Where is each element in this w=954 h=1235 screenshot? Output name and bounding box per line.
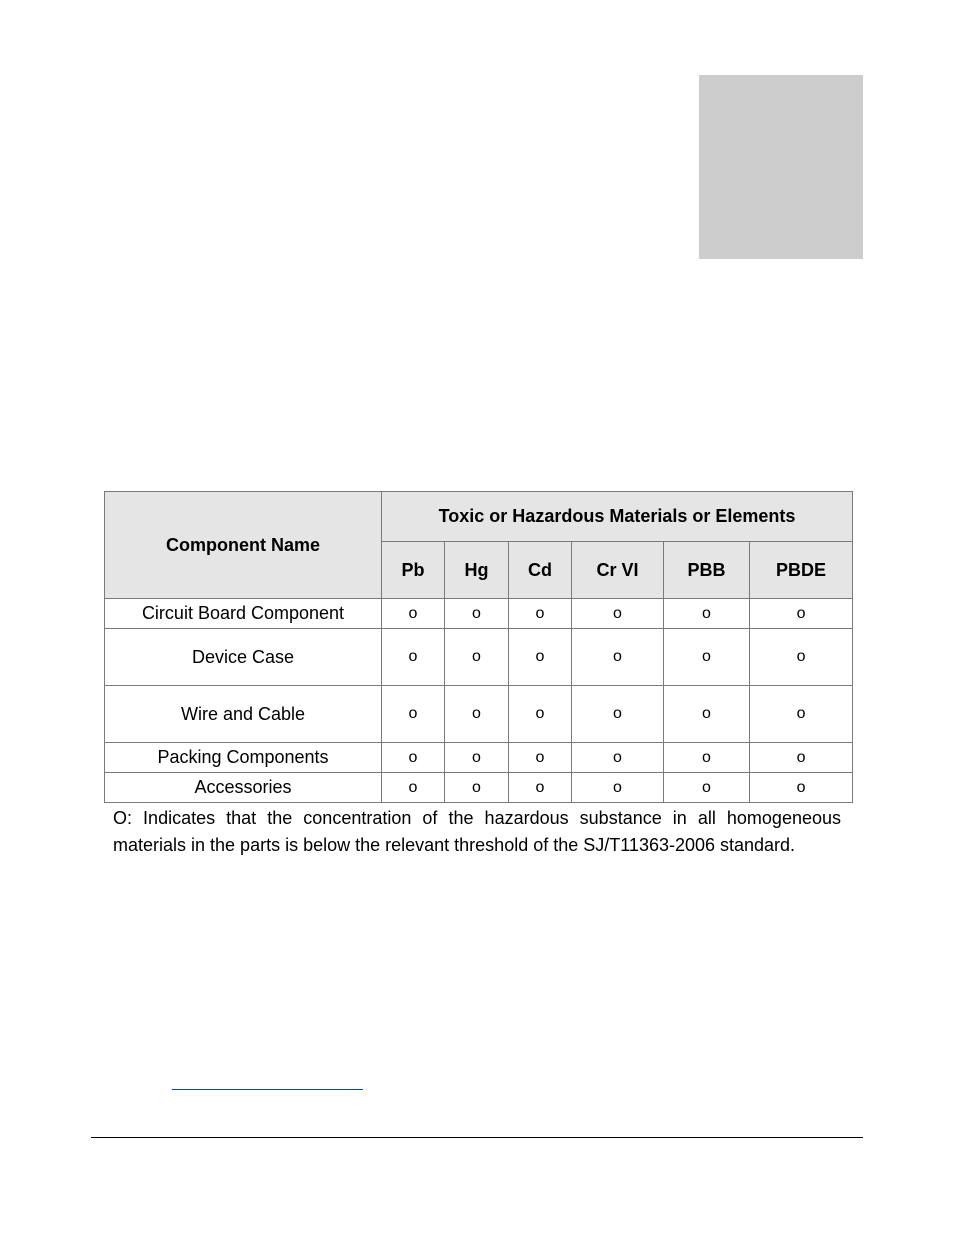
mark-cell: o bbox=[445, 686, 509, 743]
mark-cell: o bbox=[445, 743, 509, 773]
mark-cell: o bbox=[750, 773, 853, 803]
table-row bbox=[105, 686, 853, 743]
mark-cell: o bbox=[445, 629, 509, 686]
mark-cell: o bbox=[572, 773, 664, 803]
mark-cell: o bbox=[750, 599, 853, 629]
component-name-cell: Accessories bbox=[105, 773, 382, 803]
element-header-crvi: Cr VI bbox=[572, 542, 664, 599]
table-row bbox=[105, 773, 853, 803]
element-header-pbde: PBDE bbox=[750, 542, 853, 599]
mark-cell: o bbox=[664, 629, 750, 686]
materials-group-header: Toxic or Hazardous Materials or Elements bbox=[382, 492, 853, 542]
component-name-header: Component Name bbox=[105, 492, 382, 599]
mark-cell: o bbox=[664, 773, 750, 803]
mark-cell: o bbox=[509, 629, 572, 686]
element-header-pb: Pb bbox=[382, 542, 445, 599]
mark-cell: o bbox=[750, 686, 853, 743]
mark-cell: o bbox=[382, 743, 445, 773]
mark-cell: o bbox=[509, 743, 572, 773]
table-row bbox=[105, 629, 853, 686]
mark-cell: o bbox=[382, 686, 445, 743]
table-header-row bbox=[105, 492, 853, 542]
footer-divider bbox=[91, 1137, 863, 1138]
mark-cell: o bbox=[572, 599, 664, 629]
mark-cell: o bbox=[445, 599, 509, 629]
mark-cell: o bbox=[572, 686, 664, 743]
table-row bbox=[105, 599, 853, 629]
mark-cell: o bbox=[664, 743, 750, 773]
component-name-cell: Circuit Board Component bbox=[105, 599, 382, 629]
mark-cell: o bbox=[572, 743, 664, 773]
component-name-cell: Device Case bbox=[105, 629, 382, 686]
element-header-hg: Hg bbox=[445, 542, 509, 599]
mark-cell: o bbox=[382, 599, 445, 629]
gray-placeholder-box bbox=[699, 75, 863, 259]
hyperlink-underline[interactable] bbox=[172, 1089, 363, 1090]
mark-cell: o bbox=[509, 686, 572, 743]
mark-cell: o bbox=[509, 599, 572, 629]
mark-cell: o bbox=[509, 773, 572, 803]
mark-cell: o bbox=[572, 629, 664, 686]
footnote-line-1: O: Indicates that the concentration of the hazardous substance in all homogeneous bbox=[113, 808, 841, 828]
table-footnote bbox=[113, 805, 841, 859]
mark-cell: o bbox=[382, 629, 445, 686]
hazardous-materials-table bbox=[104, 491, 853, 803]
element-header-pbb: PBB bbox=[664, 542, 750, 599]
mark-cell: o bbox=[664, 599, 750, 629]
mark-cell: o bbox=[445, 773, 509, 803]
component-name-cell: Packing Components bbox=[105, 743, 382, 773]
footnote-line-2: materials in the parts is below the relevant threshold of the SJ/T11363-2006 standard. bbox=[113, 835, 796, 855]
table-row bbox=[105, 743, 853, 773]
element-header-cd: Cd bbox=[509, 542, 572, 599]
component-name-cell: Wire and Cable bbox=[105, 686, 382, 743]
mark-cell: o bbox=[750, 743, 853, 773]
mark-cell: o bbox=[664, 686, 750, 743]
mark-cell: o bbox=[382, 773, 445, 803]
mark-cell: o bbox=[750, 629, 853, 686]
